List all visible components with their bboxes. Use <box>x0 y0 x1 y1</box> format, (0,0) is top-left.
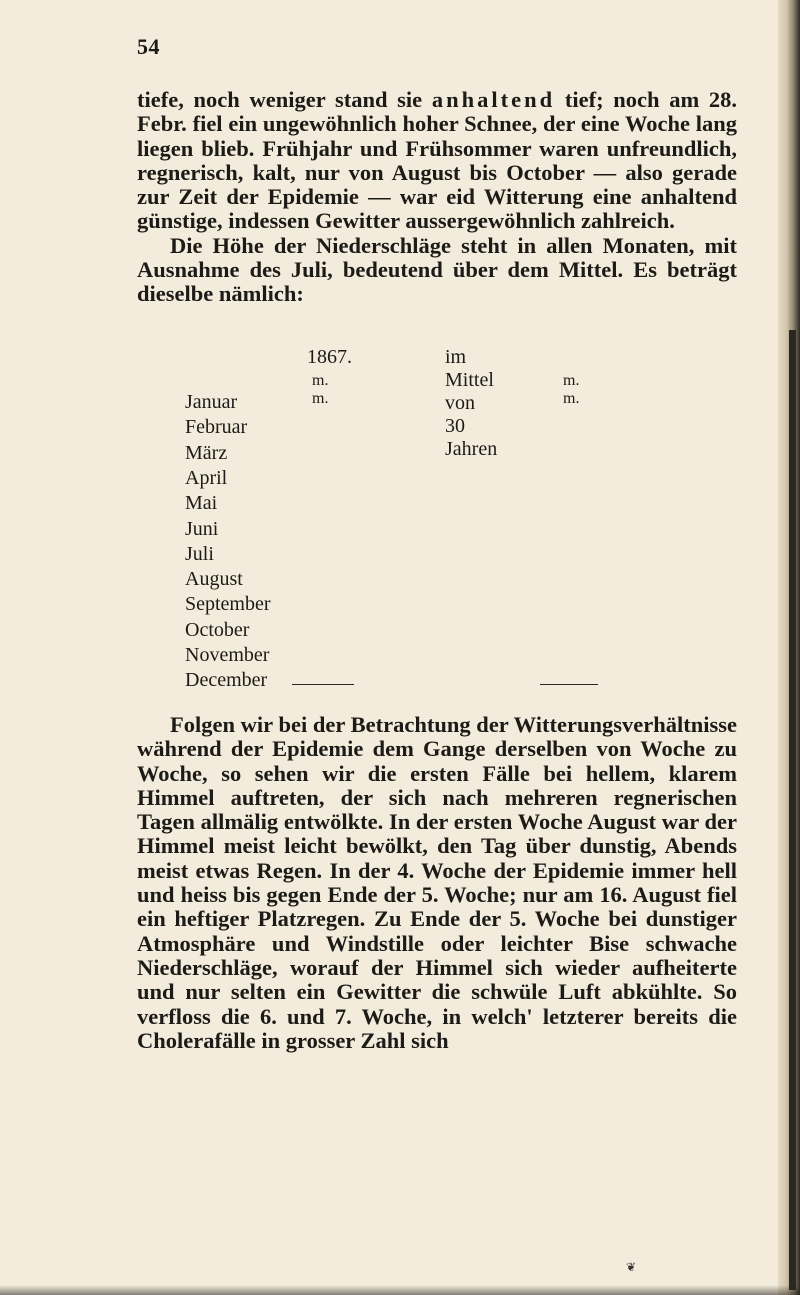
table-row-month: October <box>185 619 250 641</box>
paragraph-1-start: tiefe, noch weniger stand sie <box>137 87 432 112</box>
table-row-month: Mai <box>185 492 218 514</box>
column-header-1867: 1867. <box>307 346 352 368</box>
sum-rule-1867 <box>292 684 354 685</box>
paragraph-1 <box>137 88 737 234</box>
paragraph-top <box>137 88 737 307</box>
table-row-month: August <box>185 568 243 590</box>
ink-mark: ❦ <box>626 1260 637 1274</box>
table-row-month: November <box>185 644 270 666</box>
unit-1867: m. m. <box>312 372 329 407</box>
table-row-month: März <box>185 442 228 464</box>
paragraph-1-rest: am 28. Febr. fiel ein ungewöhnlich hoher Schnee, der eine Woche lang liegen blieb. Frühjahr und Frühsommer waren unfreundlich, regnerisch, kalt, nur von August bis October — also gerade zur Zeit der Epidemie — war eid Witterung eine anhaltend günstige, indessen Gewitter aussergewöhnlich zahlreich. <box>137 87 738 234</box>
paragraph-1-cont: tief; noch <box>555 87 660 112</box>
page-number: 54 <box>137 34 160 59</box>
sum-rule-mean <box>540 684 598 685</box>
table-row-month: December <box>185 669 268 691</box>
paragraph-2: Die Höhe der Niederschläge steht in allen Monaten, mit Ausnahme des Juli, bedeutend über dem Mittel. Es beträgt dieselbe nämlich: <box>137 232 737 307</box>
column-header-mean: im Mittel von 30 Jahren <box>445 346 498 460</box>
unit-mean: m. m. <box>563 372 580 407</box>
table-row-month: April <box>185 467 228 489</box>
table-row-month: Juli <box>185 543 214 565</box>
bottom-shadow <box>0 1285 800 1295</box>
paragraph-bottom <box>137 713 737 1053</box>
binding-edge <box>789 330 796 1290</box>
table-row-month: Februar <box>185 416 248 438</box>
emphasized-word: anhaltend <box>431 87 556 112</box>
table-row-month: Januar <box>185 391 238 413</box>
table-row-month: Juni <box>185 518 219 540</box>
table-row-month: September <box>185 593 271 615</box>
paragraph-3: Folgen wir bei der Betrachtung der Witterungsverhältnisse während der Epidemie dem Gange derselben von Woche zu Woche, so sehen wir die ersten Fälle bei hellem, klarem Himmel auftreten, der sich nach mehreren regnerischen Tagen allmälig entwölkte. In der ersten Woche August war der Himmel meist leicht bewölkt, den Tag über dunstig, Abends meist etwas Regen. In der 4. Woche der Epidemie immer hell und heiss bis gegen Ende der 5. Woche; nur am 16. August fiel ein heftiger Platzregen. Zu Ende der 5. Woche bei dunstiger Atmosphäre und Windstille oder leichter Bise schwache Niederschläge, worauf der Himmel sich wieder aufheiterte und nur selten ein Gewitter die schwüle Luft abkühlte. So verfloss die 6. und 7. Woche, in welch' letzterer bereits die Cholerafälle in grosser Zahl sich <box>137 712 737 1053</box>
